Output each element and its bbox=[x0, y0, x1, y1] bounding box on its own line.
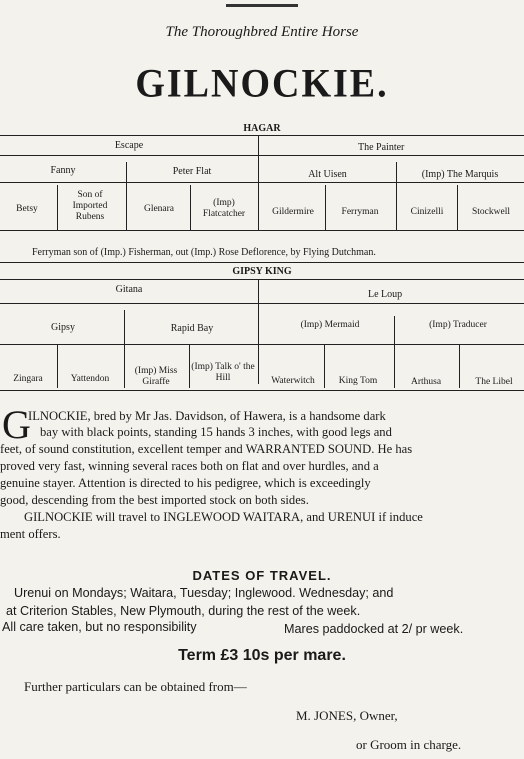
owner-name: M. JONES, Owner, bbox=[296, 708, 398, 723]
top-ornament bbox=[226, 4, 298, 7]
dam-gen3-3: (Imp) Miss Giraffe bbox=[134, 366, 178, 387]
travel-line: Mares paddocked at 2/ pr week. bbox=[284, 622, 464, 636]
dam-gen3-8: The Libel bbox=[475, 377, 513, 387]
rule bbox=[0, 230, 524, 231]
rule bbox=[0, 135, 524, 136]
sire-gen3-5: Gildermire bbox=[272, 207, 314, 217]
rule bbox=[325, 185, 326, 230]
dam-gen2-d: (Imp) Traducer bbox=[429, 320, 487, 330]
sire-gen3-7: Cinizelli bbox=[410, 207, 444, 217]
sire-gen3-3: Glenara bbox=[143, 204, 175, 214]
ferryman-note: Ferryman son of (Imp.) Fisherman, out (Imp.) Rose Deflorence, by Flying Dutchman. bbox=[32, 247, 376, 258]
desc-line: good, descending from the best imported stock on both sides. bbox=[0, 493, 309, 507]
rule bbox=[57, 185, 58, 230]
rule bbox=[189, 345, 190, 388]
rule bbox=[0, 303, 524, 304]
travel-line: All care taken, but no responsibility bbox=[2, 620, 197, 634]
dam-sire-name: GIPSY KING bbox=[232, 266, 292, 277]
dam-gen2-b: Rapid Bay bbox=[170, 323, 214, 334]
dam-gen1-a: Gitana bbox=[115, 284, 143, 295]
sire-gen3-1: Betsy bbox=[16, 204, 38, 214]
sire-gen2-a: Fanny bbox=[50, 165, 76, 176]
travel-heading: DATES OF TRAVEL. bbox=[192, 568, 332, 583]
travel-line: Urenui on Mondays; Waitara, Tuesday; Inglewood. Wednesday; and bbox=[14, 586, 394, 600]
rule bbox=[190, 185, 191, 230]
rule bbox=[0, 390, 524, 391]
sire-gen2-d: (Imp) The Marquis bbox=[421, 169, 499, 180]
rule bbox=[0, 262, 524, 263]
rule bbox=[459, 345, 460, 388]
tagline: The Thoroughbred Entire Horse bbox=[165, 24, 359, 40]
sire-gen3-8: Stockwell bbox=[472, 207, 510, 217]
sire-gen1-b: The Painter bbox=[358, 142, 405, 153]
desc-line: proved very fast, winning several races both on flat and over hurdles, and a bbox=[0, 459, 379, 473]
groom-line: or Groom in charge. bbox=[356, 737, 462, 752]
dam-gen3-4: (Imp) Talk o' the Hill bbox=[191, 362, 255, 383]
travel-line: at Criterion Stables, New Plymouth, during the rest of the week. bbox=[6, 604, 361, 618]
dam-gen3-5: Waterwitch bbox=[271, 376, 315, 386]
contact-intro: Further particulars can be obtained from— bbox=[24, 679, 247, 694]
rule bbox=[0, 344, 524, 345]
sire-gen2-b: Peter Flat bbox=[172, 166, 212, 177]
dam-gen1-b: Le Loup bbox=[368, 289, 403, 300]
rule bbox=[126, 162, 127, 230]
horse-name-title: GILNOCKIE. bbox=[135, 61, 389, 107]
sire-gen3-4: (Imp) Flatcatcher bbox=[202, 198, 246, 219]
drop-cap: G bbox=[2, 402, 31, 447]
dam-gen3-2: Yattendon bbox=[70, 374, 110, 384]
rule bbox=[57, 345, 58, 388]
dam-gen2-a: Gipsy bbox=[51, 322, 75, 333]
rule bbox=[394, 316, 395, 388]
rule bbox=[258, 279, 259, 384]
desc-line: bay with black points, standing 15 hands 3 inches, with good legs and bbox=[40, 425, 392, 439]
rule bbox=[0, 182, 524, 183]
terms-line: Term £3 10s per mare. bbox=[178, 647, 346, 664]
rule bbox=[0, 155, 524, 156]
dam-gen2-c: (Imp) Mermaid bbox=[300, 320, 360, 330]
dam-gen3-6: King Tom bbox=[338, 376, 378, 386]
sire-gen3-2: Son of Imported Rubens bbox=[72, 190, 108, 222]
sire-gen1-a: Escape bbox=[114, 140, 144, 151]
rule bbox=[457, 185, 458, 230]
sire-gen3-6: Ferryman bbox=[341, 207, 379, 217]
dam-gen3-1: Zingara bbox=[13, 374, 43, 384]
rule bbox=[0, 279, 524, 280]
desc-line: feet, of sound constitution, excellent temper and WARRANTED SOUND. He has bbox=[0, 442, 413, 456]
desc-line: GILNOCKIE will travel to INGLEWOOD WAITARA, and URENUI if induce bbox=[24, 510, 423, 524]
rule bbox=[396, 162, 397, 230]
rule bbox=[324, 345, 325, 388]
desc-line: ment offers. bbox=[0, 527, 61, 541]
sire-gen2-c: Alt Uisen bbox=[308, 169, 347, 180]
dam-gen3-7: Arthusa bbox=[410, 377, 442, 387]
desc-line: ILNOCKIE, bred by Mr Jas. Davidson, of Hawera, is a handsome dark bbox=[28, 409, 386, 423]
desc-line: genuine stayer. Attention is directed to his pedigree, which is exceedingly bbox=[0, 476, 371, 490]
sire-name: HAGAR bbox=[243, 123, 281, 134]
